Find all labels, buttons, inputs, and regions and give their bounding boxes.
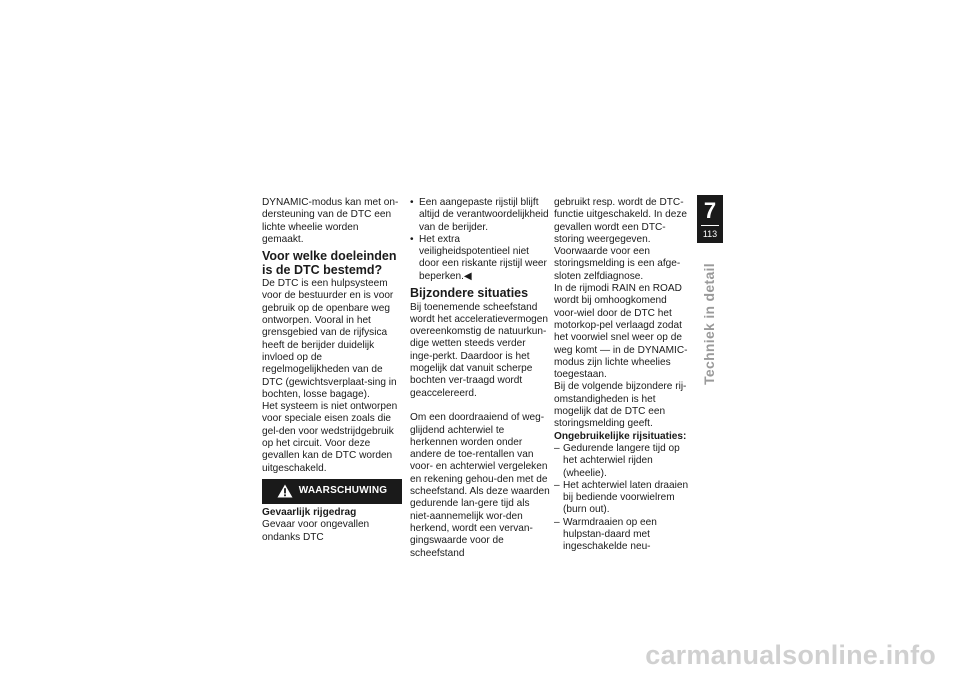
hazard-title: Gevaarlijk rijgedrag bbox=[262, 506, 357, 518]
continued-paragraph-2: In de rijmodi RAIN en ROAD wordt bij omhoogkomend voor-wiel door de DTC het motorkop-pel verlaagd zodat het voorwiel snel weer op de weg komt — in de DYNAMIC-modus zijn lichte wheelies toegestaan. bbox=[554, 283, 688, 381]
end-mark-icon: ◀ bbox=[463, 270, 472, 282]
warning-label: WAARSCHUWING bbox=[298, 485, 388, 497]
list-item bbox=[554, 443, 690, 480]
bullet-list bbox=[410, 197, 550, 283]
column-2 bbox=[410, 197, 550, 560]
dash-marker: – bbox=[554, 516, 560, 528]
heading-purpose: Voor welke doeleinden is de DTC bestemd? bbox=[262, 249, 397, 277]
dash-text: Gedurende langere tijd op het achterwiel rijden (wheelie). bbox=[563, 442, 680, 479]
warning-icon bbox=[277, 484, 293, 498]
column-3 bbox=[554, 197, 690, 554]
special-paragraph-1: Bij toenemende scheefstand wordt het acceleratievermogen overeenkomstig de natuurkun-dige wetten steeds verder inge-perkt. Daardoor is het mogelijk dat vanuit scherpe bochten ver-traagd wordt geaccelereerd. bbox=[410, 301, 549, 399]
bullet-text: Een aangepaste rijstijl blijft altijd de verantwoordelijkheid van de berijder. bbox=[419, 197, 549, 233]
bullet-marker: • bbox=[410, 233, 414, 245]
list-item bbox=[554, 517, 690, 554]
special-paragraph-2: Om een doordraaiend of weg-glijdend achterwiel te herkennen worden onder andere de toe-rentallen van voor- en achterwiel vergeleken en rekening gehou-den met de scheefstand. Als deze waarden gedurende lan-gere tijd als niet-aannemelijk wor-den herkend, wordt een vervan-gingswaarde voor de scheefstand bbox=[410, 412, 550, 559]
bullet-marker: • bbox=[410, 197, 414, 208]
chapter-number: 7 bbox=[703, 198, 717, 223]
chapter-tab bbox=[697, 195, 723, 243]
purpose-paragraph-1: De DTC is een hulpsysteem voor de bestuurder en is voor gebruik op de openbare weg ontworpen. Vooral in het grensgebied van de rijfysica heeft de berijder duidelijk invloed op de regelmogelijkheden van de DTC (gewichtsverplaat-sing in bochten, losse bagage). bbox=[262, 278, 397, 400]
hazard-text: Gevaar voor ongevallen ondanks DTC bbox=[262, 519, 370, 543]
list-item bbox=[554, 480, 690, 517]
purpose-paragraph-2: Het systeem is niet ontworpen voor speciale eisen zoals die gel-den voor wedstrijdgebruik op het circuit. Voor deze gevallen kan de DTC worden uitgeschakeld. bbox=[262, 401, 398, 474]
heading-unusual-situations: Ongebruikelijke rijsituaties: bbox=[554, 430, 687, 442]
list-item bbox=[410, 234, 550, 283]
dash-marker: – bbox=[554, 479, 560, 491]
watermark: carmanualsonline.info bbox=[645, 640, 936, 670]
continued-paragraph-1: gebruikt resp. wordt de DTC-functie uitgeschakeld. In deze gevallen wordt een DTC-storing weergegeven. Voorwaarde voor een storingsmelding is een afge-sloten zelfdiagnose. bbox=[554, 197, 687, 282]
bullet-text: Het extra veiligheidspotentieel niet door een riskante rijstijl weer beperken. bbox=[419, 233, 547, 282]
dash-text: Warmdraaien op een hulpstan-daard met ingeschakelde neu- bbox=[563, 516, 657, 553]
heading-special-situations: Bijzondere situaties bbox=[410, 286, 529, 301]
column-1 bbox=[262, 197, 402, 544]
warning-banner bbox=[262, 479, 402, 504]
dash-text: Het achterwiel laten draaien bij bediende voorwielrem (burn out). bbox=[563, 479, 689, 516]
dash-marker: – bbox=[554, 442, 560, 454]
list-item bbox=[410, 197, 550, 234]
page-number: 113 bbox=[701, 225, 719, 240]
chapter-title-vertical: Techniek in detail bbox=[701, 263, 717, 385]
dash-list bbox=[554, 443, 690, 554]
intro-text: DYNAMIC-modus kan met on-dersteuning van de DTC een lichte wheelie worden gemaakt. bbox=[262, 197, 399, 245]
continued-paragraph-3: Bij de volgende bijzondere rij-omstandigheden is het mogelijk dat de DTC een storingsmelding geeft. bbox=[554, 381, 687, 430]
